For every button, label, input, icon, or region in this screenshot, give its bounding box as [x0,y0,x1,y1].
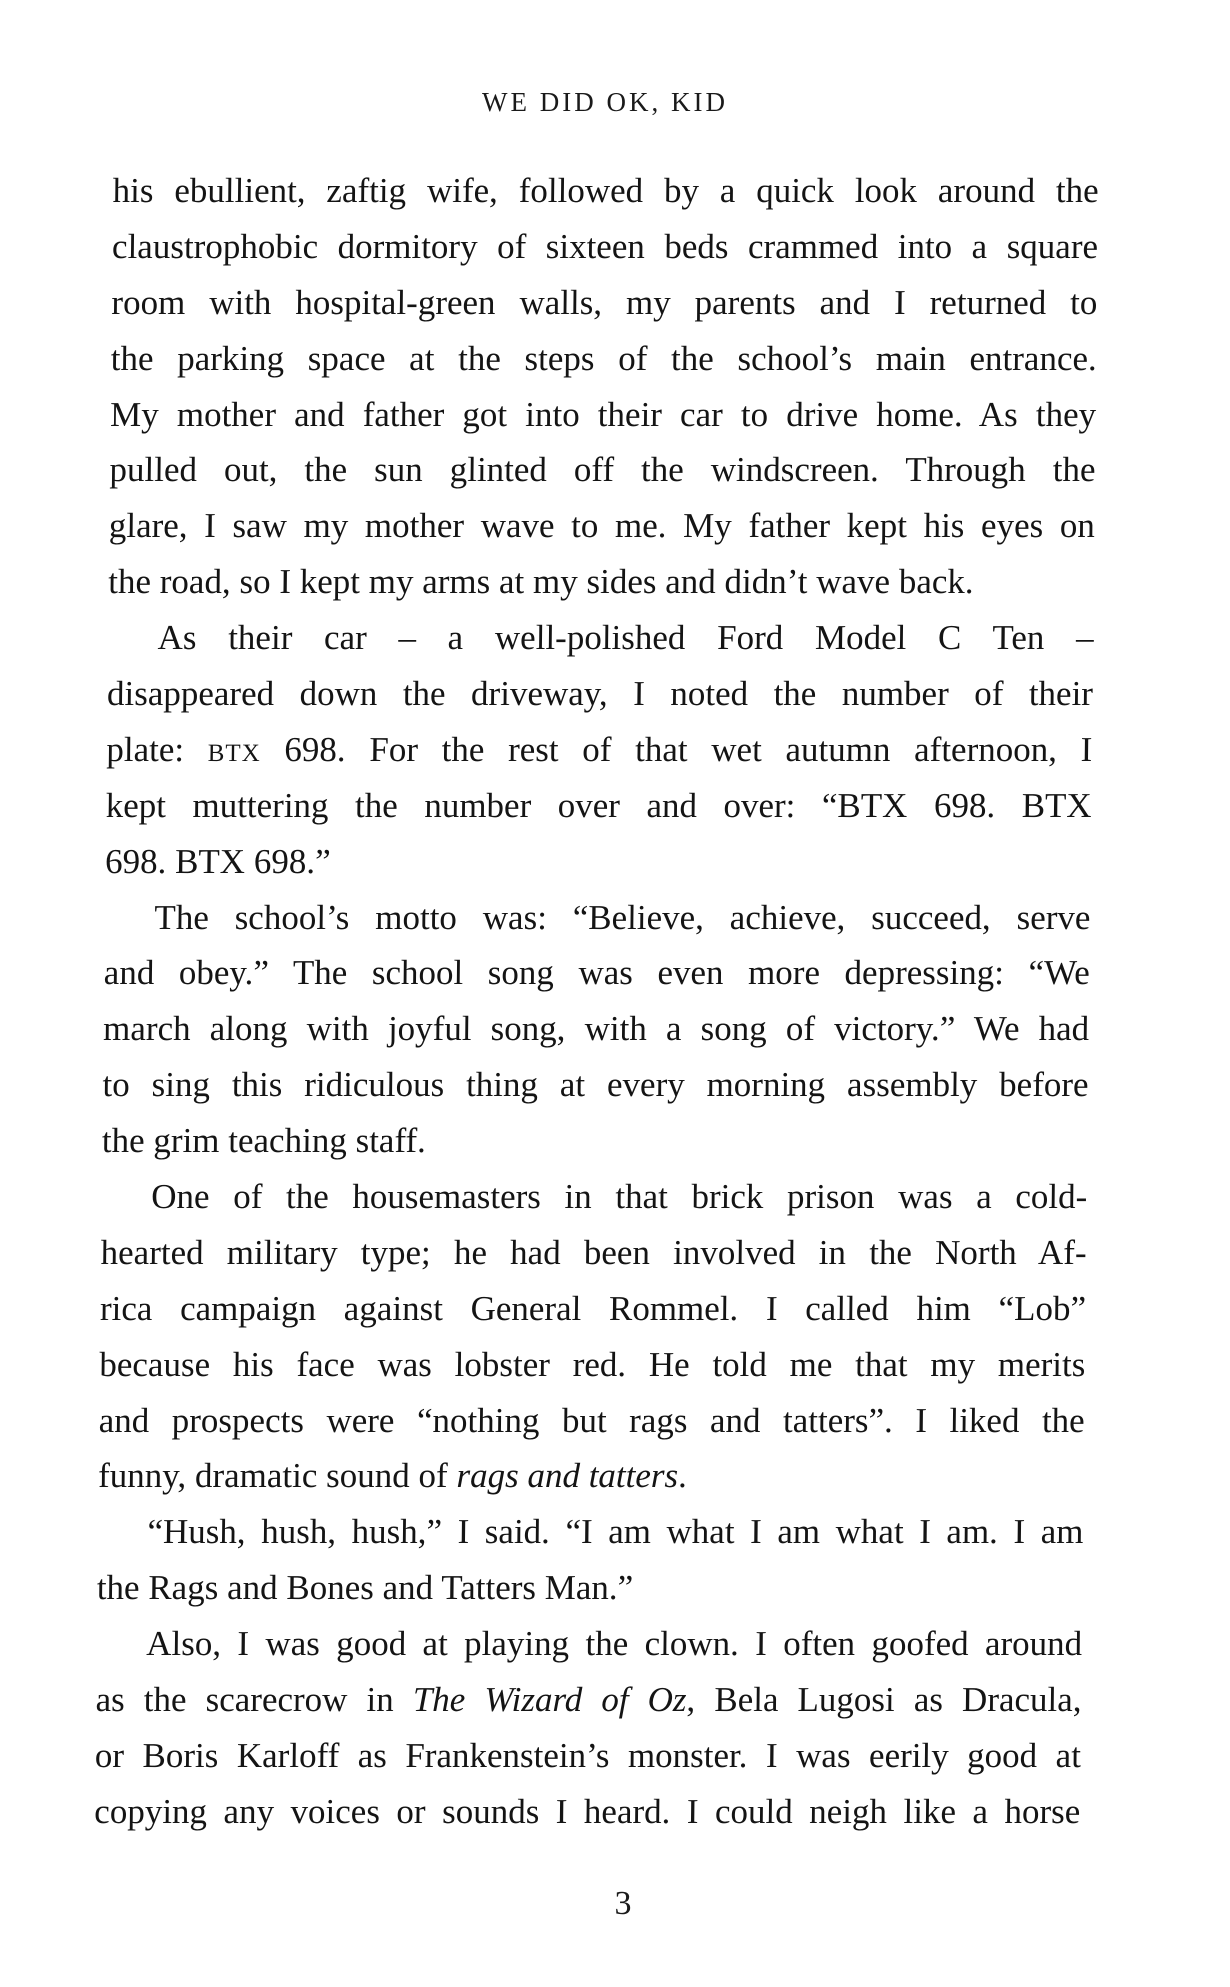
text-line: march along with joyful song, with a song of victory.” We had [102,1009,1090,1049]
line-text: , Bela Lugosi as Dracula, [686,1680,1082,1720]
text-line: and obey.” The school song was even more depressing: “We [103,953,1091,993]
text-line [95,1672,1082,1728]
text-line: and prospects were “nothing but rags and tatters”. I liked the [98,1400,1085,1440]
text-line: glare, I saw my mother wave to me. My father kept his eyes on [108,506,1096,546]
body-text [94,163,1099,1840]
line-text: as the scarecrow in [95,1680,414,1720]
text-line: My mother and father got into their car to drive home. As they [109,394,1097,434]
text-line: kept muttering the number over and over: “BTX 698. BTX [105,785,1092,825]
line-text: . [677,1456,688,1496]
text-line: pulled out, the sun glinted off the windscreen. Through the [109,450,1096,490]
text-line: rica campaign against General Rommel. I called him “Lob” [99,1288,1087,1328]
text-line: the Rags and Bones and Tatters Man.” [96,1568,634,1608]
text-line: hearted military type; he had been involved in the North Af- [100,1232,1087,1272]
running-head: WE DID OK, KID [482,87,728,117]
paragraph-start-line: As their car – a well-polished Ford Model C Ten – [157,618,1094,658]
text-line: room with hospital-green walls, my parents and I returned to [111,282,1098,322]
text-line: because his face was lobster red. He told me that my merits [99,1344,1086,1384]
paragraph-start-line: One of the housemasters in that brick prison was a cold- [151,1177,1088,1217]
text-line: the road, so I kept my arms at my sides and didn’t wave back. [108,562,974,602]
paragraph-start-line: “Hush, hush, hush,” I said. “I am what I am what I am. I am [147,1512,1084,1552]
paragraph-start-line: Also, I was good at playing the clown. I often goofed around [145,1624,1083,1664]
text-line: copying any voices or sounds I heard. I could neigh like a horse [94,1791,1081,1831]
text-line: 698. BTX 698.” [104,841,331,881]
line-text: plate: [106,729,208,769]
paragraph-start-line: The school’s motto was: “Believe, achieve, succeed, serve [154,897,1091,937]
text-line [106,722,1093,778]
small-caps-plate: btx [207,729,261,769]
text-line [98,1448,1085,1504]
line-text: 698. For the rest of that wet autumn afternoon, I [260,729,1093,769]
italic-phrase: rags and tatters [456,1456,679,1496]
text-line: his ebullient, zaftig wife, followed by a quick look around the [112,171,1099,210]
text-line: claustrophobic dormitory of sixteen beds crammed into a square [111,226,1099,266]
text-line: the parking space at the steps of the school’s main entrance. [110,338,1098,378]
text-line: to sing this ridiculous thing at every morning assembly before [102,1065,1089,1105]
page-number: 3 [614,1885,632,1922]
italic-title: The Wizard of Oz [412,1680,687,1720]
text-line: or Boris Karloff as Frankenstein’s monster. I was eerily good at [94,1735,1082,1775]
text-line: disappeared down the driveway, I noted the number of their [106,674,1094,714]
line-text: funny, dramatic sound of [97,1456,457,1496]
text-line: the grim teaching staff. [101,1121,427,1161]
